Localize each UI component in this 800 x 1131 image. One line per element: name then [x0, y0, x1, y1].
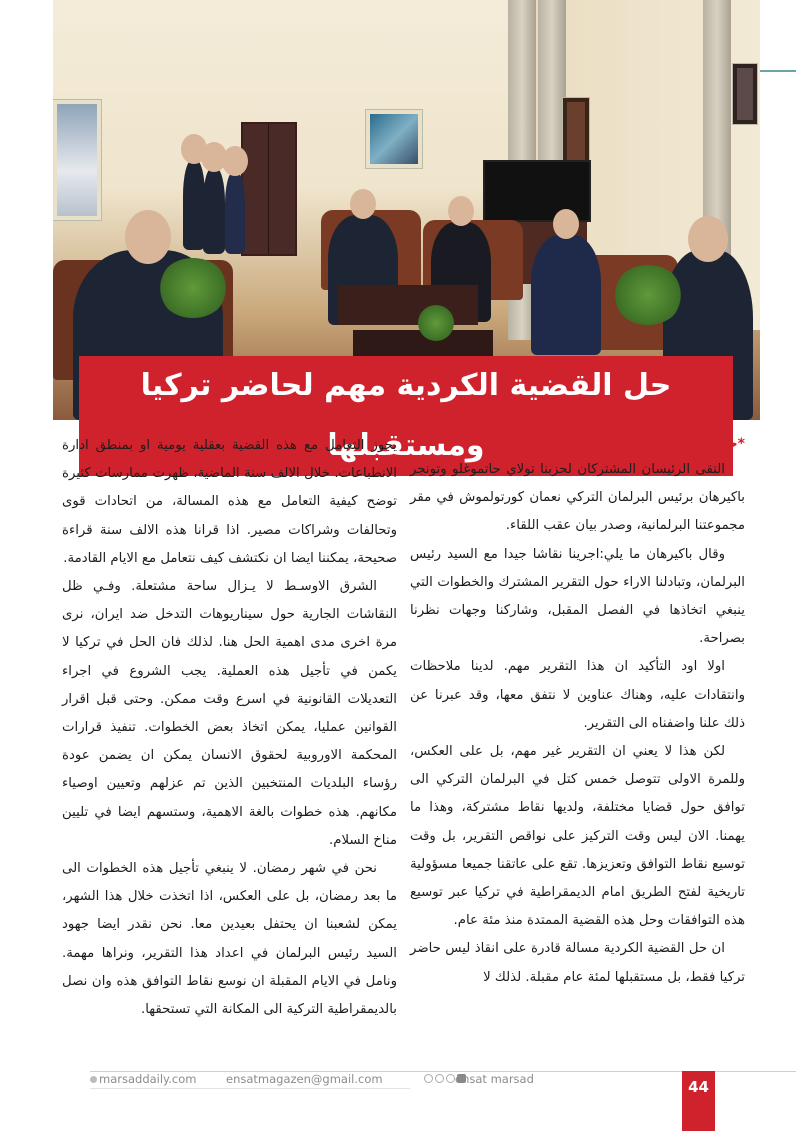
paragraph: اولا اود التأكيد ان هذا التقرير مهم. لدينا ملاحظات وانتقادات عليه، وهناك عناوين لا نتفق معها، وقد عبرنا عن ذلك علنا واضفناه الى التقرير.: [410, 659, 745, 731]
twitter-icon[interactable]: [435, 1074, 444, 1083]
photo-plant: [158, 258, 228, 318]
decorative-rule: [760, 70, 796, 72]
photo-person: [531, 235, 601, 355]
photo-person: [225, 172, 245, 254]
article-column-left: [62, 432, 397, 1024]
page-number: 44: [682, 1071, 715, 1131]
paragraph: ان حل القضية الكردية مسالة قادرة على انقاذ ليس حاضر تركيا فقط، بل مستقبلها لمئة عام مقبلة. لذلك لا: [410, 941, 745, 985]
article-column-right: [410, 432, 745, 992]
footer-email[interactable]: ensatmagazen@gmail.com: [226, 1072, 383, 1086]
globe-icon: [90, 1076, 97, 1083]
paragraph: وقال باكيرهان ما يلي:اجرينا نقاشا جيدا مع السيد رئيس البرلمان، وتبادلنا الاراء حول التقرير المشترك والخطوات التي ينبغي اتخاذها في الفصل المقبل، وشاركنا وجهات نظرنا بصراحة.: [410, 546, 745, 647]
photo-plant: [418, 305, 454, 341]
photo-plant: [613, 265, 683, 325]
photo-painting: [53, 100, 101, 220]
footer-divider: [90, 1088, 410, 1089]
footer-social-handle[interactable]: ensat marsad: [455, 1072, 534, 1086]
paragraph: لكن هذا لا يعني ان التقرير غير مهم، بل على العكس، وللمرة الاولى تتوصل خمس كتل في البرلمان التركي الى توافق حول قضايا مختلفة، ولديها نقاط مشتركة، وهذا ما يهمنا. الان ليس وقت التركيز على نواقص التقرير، بل وقت توسيع نقاط التوافق وتعزيزها. تقع على عاتقنا جميعا مسؤولية تاريخية لفتح الطريق امام الديمقراطية في تركيا عبر توسيع هذه التوافقات وحل هذه القضية الممتدة منذ مئة عام.: [410, 744, 745, 929]
website-link[interactable]: marsaddaily.com: [99, 1072, 197, 1086]
byline: *خاص -المرصد: [643, 436, 745, 452]
photo-portrait: [733, 64, 757, 124]
footer-website[interactable]: [90, 1072, 196, 1086]
paragraph: الشرق الاوسـط لا يـزال ساحة مشتعلة. وفـي ظل النقاشات الجارية حول سيناريوهات التدخل ضد ايران، نرى مرة اخرى مدى اهمية الحل هنا. لذلك فان الحل في تركيا لا يكمن في تأجيل هذه العملية. يجب الشروع في اجراء التعديلات القانونية في اسرع وقت ممكن. وحتى قبل اقرار القوانين عمليا، يمكن اتخاذ بعض الخطوات. تنفيذ قرارات المحكمة الاوروبية لحقوق الانسان يمكن ان يضمن عودة رؤساء البلديات المنتخبين الذين تم عزلهم وتعيين اوصياء مكانهم. هذه خطوات بالغة الاهمية، وستسهم ايضا في تليين مناخ السلام.: [62, 579, 397, 848]
photo-person: [183, 160, 205, 250]
photo-coffee-table: [338, 285, 478, 325]
headline: حل القضية الكردية مهم لحاضر تركيا ومستقبلها: [79, 356, 733, 476]
paragraph: يجوز التعامل مع هذه القضية بعقلية يومية او بمنطق ادارة الانطباعات. خلال الالف سنة الماضية، ظهرت ممارسات كثيرة توضح كيفية التعامل مع هذه المسالة، من اتحادات قوى وتحالفات وشراكات مصير. اذا قرانا هذه الالف سنة قراءة صحيحة، يمكننا ايضا ان نكتشف كيف نتعامل مع الايام القادمة.: [62, 438, 397, 566]
paragraph: نحن في شهر رمضان. لا ينبغي تأجيل هذه الخطوات الى ما بعد رمضان، بل على العكس، اذا اتخذت خلال هذا الشهر، يمكن لشعبنا ان يحتفل بعيدين معا. نحن نقدر ايضا جهود السيد رئيس البرلمان في اعداد هذا التقرير، ونراها مهمة. ونامل في الايام المقبلة ان نوسع نقاط التوافق هذه وان نصل بالديمقراطية التركية الى المكانة التي تستحقها.: [62, 861, 397, 1018]
photo-door: [241, 122, 297, 256]
paragraph: التقى الرئيسان المشتركان لحزبنا تولاي حاتموغلو وتونجر باكيرهان برئيس البرلمان التركي نعمان كورتولموش في مقر مجموعتنا البرلمانية، وصدر بيان عقب اللقاء.: [410, 462, 745, 534]
instagram-icon[interactable]: [446, 1074, 455, 1083]
photo-person: [203, 168, 225, 254]
facebook-icon[interactable]: [424, 1074, 433, 1083]
photo-painting: [366, 110, 422, 168]
